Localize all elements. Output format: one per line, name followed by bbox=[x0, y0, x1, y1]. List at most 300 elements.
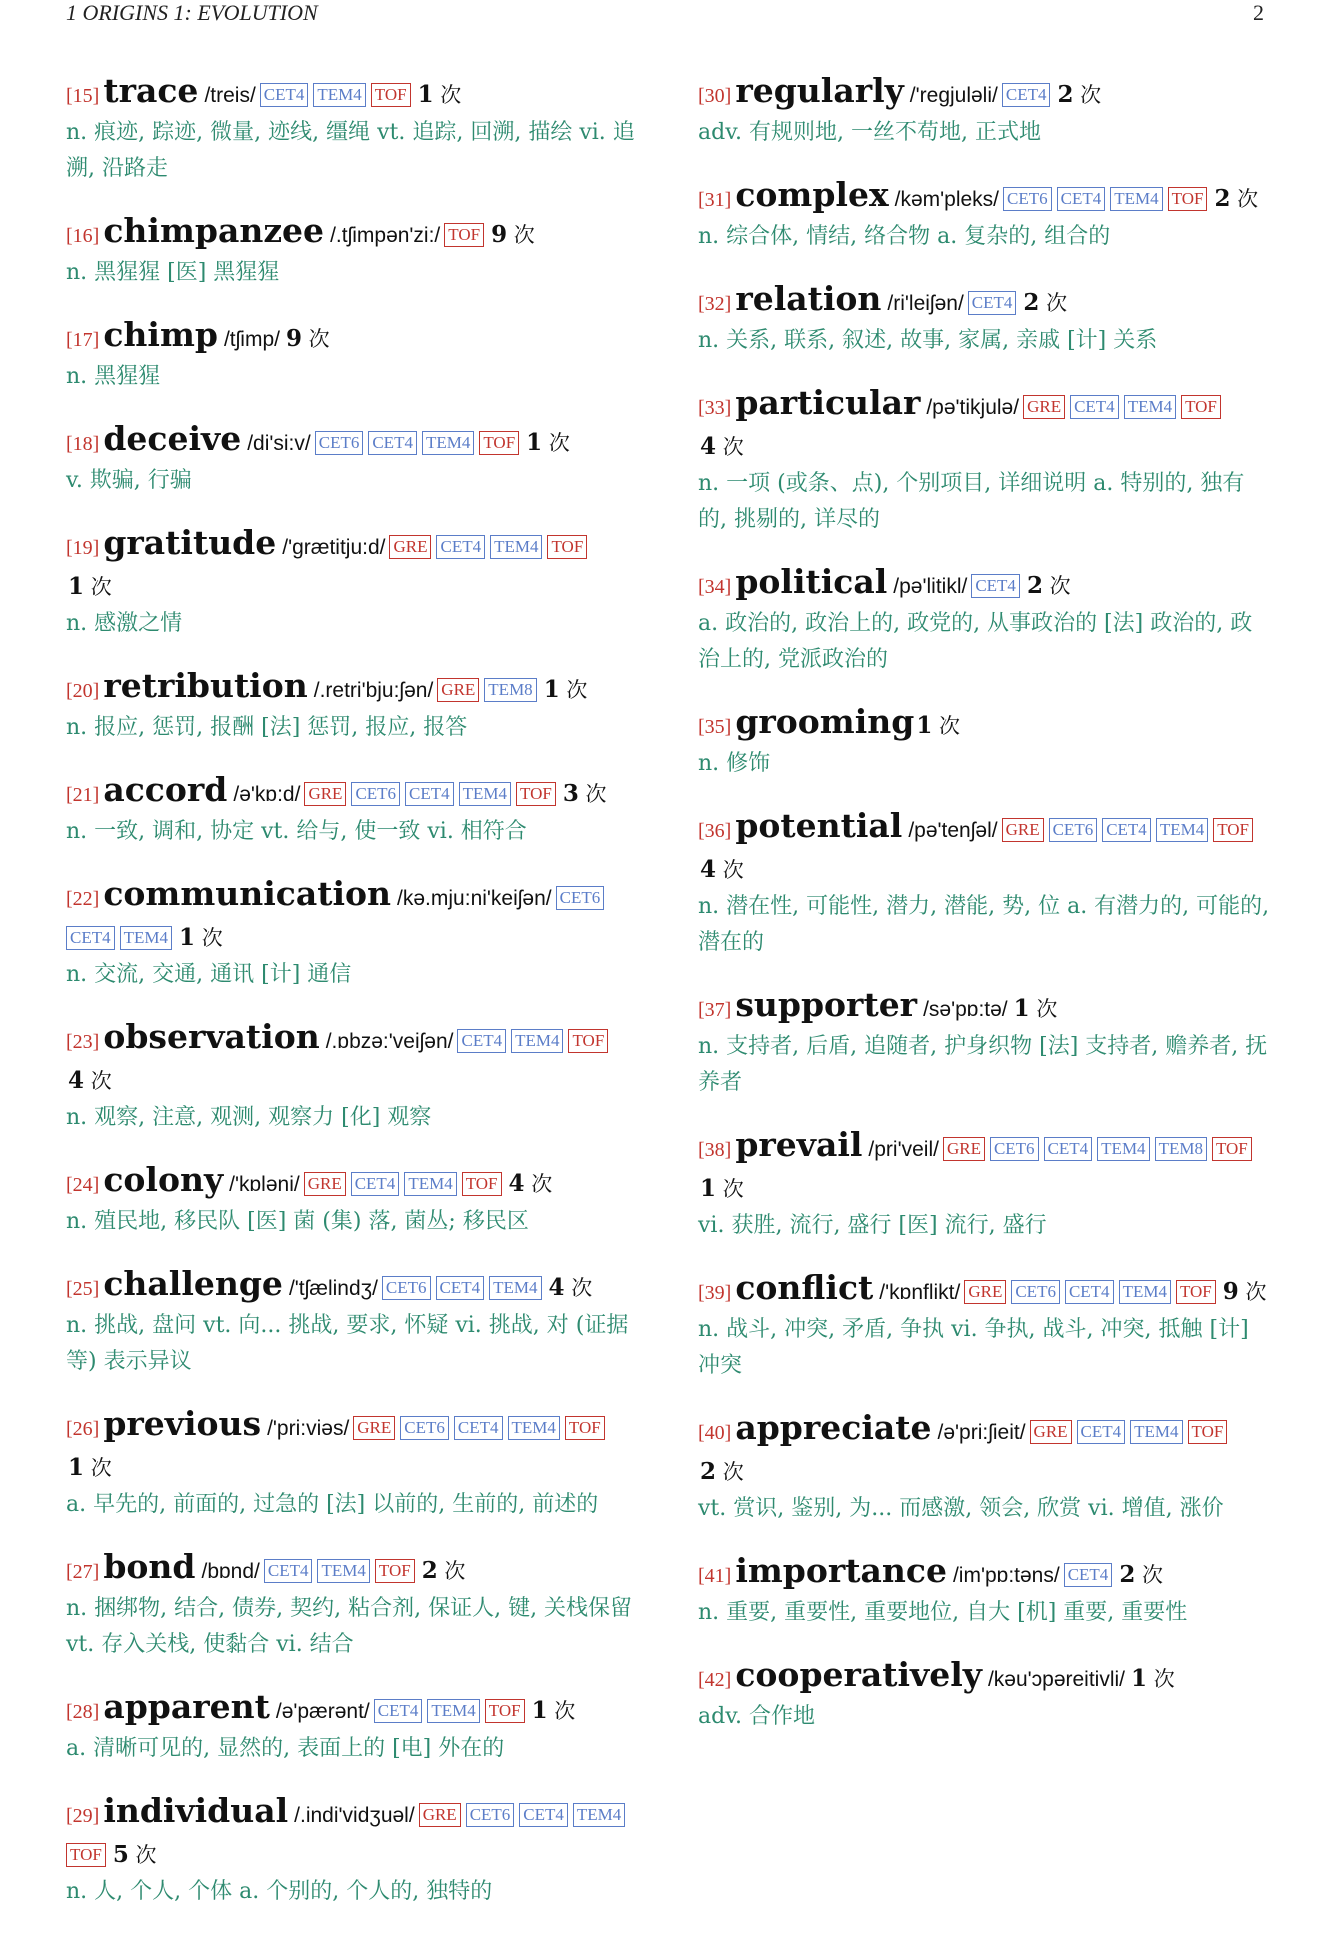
entry-number: [31] bbox=[698, 189, 732, 211]
exam-tag: TEM8 bbox=[1155, 1137, 1207, 1161]
vocab-entry bbox=[66, 1018, 636, 1136]
vocab-entry bbox=[698, 807, 1270, 961]
count-unit: 次 bbox=[507, 223, 535, 247]
exam-tag: CET4 bbox=[1044, 1137, 1093, 1161]
vocab-entry bbox=[66, 316, 636, 395]
exam-tag: TEM4 bbox=[1124, 395, 1176, 419]
occurrence-count: 2 bbox=[700, 1458, 717, 1485]
headword-line bbox=[66, 1018, 636, 1100]
vocab-entry bbox=[66, 420, 636, 499]
headword-line bbox=[66, 316, 636, 359]
headword-line bbox=[66, 420, 636, 463]
exam-tag: GRE bbox=[943, 1137, 985, 1161]
count-unit: 次 bbox=[1042, 574, 1071, 598]
exam-tag: TOF bbox=[66, 1843, 106, 1867]
vocab-entry bbox=[698, 986, 1270, 1101]
phonetic: /.retri'bju:ʃən/ bbox=[313, 679, 434, 702]
exam-tag: CET4 bbox=[454, 1416, 503, 1440]
entry-number: [37] bbox=[698, 999, 732, 1021]
definition: n. 一项 (或条、点), 个别项目, 详细说明 a. 特别的, 独有的, 挑剔的, 详尽的 bbox=[698, 471, 1245, 532]
headword: communication bbox=[103, 874, 392, 913]
entry-number: [26] bbox=[66, 1418, 100, 1440]
count-unit: 次 bbox=[437, 1559, 466, 1583]
occurrence-count: 1 bbox=[1131, 1665, 1148, 1692]
occurrence-count: 1 bbox=[68, 1454, 85, 1481]
vocab-entry bbox=[66, 1548, 636, 1663]
exam-tag: TOF bbox=[547, 535, 587, 559]
definition: n. 潜在性, 可能性, 潜力, 潜能, 势, 位 a. 有潜力的, 可能的, 潜在的 bbox=[698, 894, 1270, 955]
count-unit: 次 bbox=[1073, 83, 1102, 107]
phonetic: /kəm'pleks/ bbox=[894, 188, 1000, 211]
count-unit: 次 bbox=[564, 1276, 593, 1300]
headword-line bbox=[66, 524, 636, 606]
phonetic: /pri'veil/ bbox=[868, 1138, 939, 1161]
vocab-entry bbox=[698, 1269, 1270, 1384]
count-unit: 次 bbox=[716, 858, 744, 882]
headword: conflict bbox=[735, 1268, 874, 1307]
phonetic: /im'pɒ:təns/ bbox=[952, 1564, 1060, 1587]
definition: n. 一致, 调和, 协定 vt. 给与, 使一致 vi. 相符合 bbox=[66, 819, 527, 844]
exam-tag: CET4 bbox=[351, 1172, 400, 1196]
headword-line bbox=[66, 1405, 636, 1487]
occurrence-count: 3 bbox=[562, 780, 579, 807]
exam-tag: TEM4 bbox=[573, 1803, 625, 1827]
definition: v. 欺骗, 行骗 bbox=[66, 468, 192, 493]
occurrence-count: 2 bbox=[1057, 81, 1074, 108]
headword-line bbox=[66, 1548, 636, 1591]
vocab-entry bbox=[698, 1552, 1270, 1631]
exam-tag: TEM4 bbox=[1156, 818, 1208, 842]
entry-number: [42] bbox=[698, 1669, 732, 1691]
phonetic: /pə'litikl/ bbox=[893, 575, 968, 598]
exam-tag: CET6 bbox=[315, 431, 364, 455]
headword-line bbox=[698, 1126, 1270, 1208]
occurrence-count: 1 bbox=[179, 924, 196, 951]
definition: n. 捆绑物, 结合, 债券, 契约, 粘合剂, 保证人, 键, 关栈保留 vt. 存入关栈, 使黏合 vi. 结合 bbox=[66, 1596, 633, 1657]
entry-number: [18] bbox=[66, 433, 100, 455]
vocab-entry bbox=[698, 563, 1270, 678]
definition: n. 报应, 惩罚, 报酬 [法] 惩罚, 报应, 报答 bbox=[66, 715, 468, 740]
occurrence-count: 2 bbox=[1119, 1561, 1136, 1588]
count-unit: 次 bbox=[932, 714, 961, 738]
phonetic: /ə'pri:ʃieit/ bbox=[937, 1421, 1026, 1444]
vocab-entry bbox=[66, 1405, 636, 1523]
phonetic: /sə'pɒ:tə/ bbox=[923, 998, 1008, 1021]
exam-tag: TOF bbox=[568, 1029, 608, 1053]
vocab-entry bbox=[66, 1688, 636, 1767]
phonetic: /'pri:viəs/ bbox=[267, 1417, 350, 1440]
vocab-entry bbox=[66, 212, 636, 291]
phonetic: /pə'tenʃəl/ bbox=[908, 819, 998, 842]
definition: n. 战斗, 冲突, 矛盾, 争执 vi. 争执, 战斗, 冲突, 抵触 [计] 冲突 bbox=[698, 1317, 1249, 1378]
occurrence-count: 1 bbox=[916, 712, 933, 739]
vocab-entry bbox=[66, 667, 636, 746]
headword: political bbox=[735, 562, 888, 601]
exam-tag: CET6 bbox=[990, 1137, 1039, 1161]
count-unit: 次 bbox=[1230, 187, 1259, 211]
entry-number: [40] bbox=[698, 1422, 732, 1444]
exam-tag: GRE bbox=[304, 782, 346, 806]
definition: n. 修饰 bbox=[698, 751, 771, 776]
headword-line bbox=[698, 986, 1270, 1029]
headword-line bbox=[698, 1269, 1270, 1312]
headword: challenge bbox=[103, 1264, 283, 1303]
definition: n. 痕迹, 踪迹, 微量, 迹线, 缰绳 vt. 追踪, 回溯, 描绘 vi. 追溯, 沿路走 bbox=[66, 120, 635, 181]
exam-tag: TOF bbox=[1188, 1420, 1228, 1444]
vocab-entry bbox=[66, 1792, 636, 1910]
exam-tag: TOF bbox=[479, 431, 519, 455]
exam-tag: CET6 bbox=[466, 1803, 515, 1827]
occurrence-count: 2 bbox=[1026, 572, 1043, 599]
headword-line bbox=[66, 1688, 636, 1731]
occurrence-count: 1 bbox=[417, 81, 434, 108]
definition: n. 挑战, 盘问 vt. 向... 挑战, 要求, 怀疑 vi. 挑战, 对 (证据等) 表示异议 bbox=[66, 1313, 629, 1374]
exam-tag: CET4 bbox=[968, 291, 1017, 315]
headword: apparent bbox=[103, 1687, 270, 1726]
headword: prevail bbox=[735, 1125, 863, 1164]
vocab-entry bbox=[698, 1126, 1270, 1244]
exam-tag: CET4 bbox=[405, 782, 454, 806]
occurrence-count: 2 bbox=[1023, 289, 1040, 316]
headword: colony bbox=[103, 1160, 224, 1199]
exam-tag: CET4 bbox=[260, 83, 309, 107]
entry-number: [22] bbox=[66, 888, 100, 910]
entry-number: [38] bbox=[698, 1139, 732, 1161]
exam-tag: CET4 bbox=[1064, 1563, 1113, 1587]
definition: n. 观察, 注意, 观测, 观察力 [化] 观察 bbox=[66, 1105, 432, 1130]
phonetic: /ə'kɒ:d/ bbox=[233, 783, 301, 806]
exam-tag: CET4 bbox=[1065, 1280, 1114, 1304]
count-unit: 次 bbox=[542, 431, 570, 455]
phonetic: /tʃimp/ bbox=[223, 328, 280, 351]
occurrence-count: 1 bbox=[1013, 995, 1030, 1022]
occurrence-count: 9 bbox=[285, 325, 302, 352]
headword-line bbox=[698, 1552, 1270, 1595]
headword: retribution bbox=[103, 666, 308, 705]
definition: n. 关系, 联系, 叙述, 故事, 家属, 亲戚 [计] 关系 bbox=[698, 328, 1158, 353]
exam-tag: CET6 bbox=[556, 886, 605, 910]
right-column bbox=[698, 72, 1270, 1760]
exam-tag: TEM4 bbox=[120, 926, 172, 950]
definition: vi. 获胜, 流行, 盛行 [医] 流行, 盛行 bbox=[698, 1213, 1047, 1238]
headword: particular bbox=[735, 383, 921, 422]
occurrence-count: 4 bbox=[700, 856, 717, 883]
headword: accord bbox=[103, 770, 228, 809]
exam-tag: CET4 bbox=[436, 535, 485, 559]
exam-tag: TEM4 bbox=[459, 782, 511, 806]
vocab-entry bbox=[698, 280, 1270, 359]
exam-tag: TEM4 bbox=[1119, 1280, 1171, 1304]
headword: trace bbox=[103, 71, 199, 110]
definition: a. 早先的, 前面的, 过急的 [法] 以前的, 生前的, 前述的 bbox=[66, 1492, 599, 1517]
exam-tag: CET4 bbox=[1070, 395, 1119, 419]
exam-tag: TOF bbox=[516, 782, 556, 806]
entry-number: [33] bbox=[698, 397, 732, 419]
exam-tag: CET4 bbox=[457, 1029, 506, 1053]
exam-tag: TEM4 bbox=[313, 83, 365, 107]
occurrence-count: 1 bbox=[531, 1697, 548, 1724]
phonetic: /pə'tikjulə/ bbox=[926, 396, 1020, 419]
phonetic: /ə'pærənt/ bbox=[275, 1700, 370, 1723]
entry-number: [39] bbox=[698, 1282, 732, 1304]
count-unit: 次 bbox=[578, 782, 607, 806]
headword: importance bbox=[735, 1551, 947, 1590]
phonetic: /ri'leiʃən/ bbox=[887, 292, 964, 315]
exam-tag: GRE bbox=[1030, 1420, 1072, 1444]
exam-tag: CET6 bbox=[382, 1276, 431, 1300]
definition: n. 黑猩猩 [医] 黑猩猩 bbox=[66, 260, 280, 285]
occurrence-count: 9 bbox=[1222, 1278, 1239, 1305]
headword: gratitude bbox=[103, 523, 277, 562]
entry-number: [21] bbox=[66, 784, 100, 806]
exam-tag: GRE bbox=[389, 535, 431, 559]
occurrence-count: 2 bbox=[1214, 185, 1231, 212]
exam-tag: CET4 bbox=[519, 1803, 568, 1827]
count-unit: 次 bbox=[84, 575, 112, 599]
exam-tag: TOF bbox=[1212, 1137, 1252, 1161]
exam-tag: CET4 bbox=[1102, 818, 1151, 842]
exam-tag: TEM4 bbox=[1110, 187, 1162, 211]
definition: n. 重要, 重要性, 重要地位, 自大 [机] 重要, 重要性 bbox=[698, 1600, 1188, 1625]
entry-number: [32] bbox=[698, 293, 732, 315]
vocab-entry bbox=[698, 703, 1270, 782]
count-unit: 次 bbox=[1029, 997, 1058, 1021]
headword-line bbox=[66, 667, 636, 710]
headword: complex bbox=[735, 175, 889, 214]
vocab-entry bbox=[698, 1656, 1270, 1735]
occurrence-count: 5 bbox=[112, 1841, 129, 1868]
entry-number: [19] bbox=[66, 537, 100, 559]
exam-tag: CET4 bbox=[1057, 187, 1106, 211]
entry-number: [15] bbox=[66, 85, 100, 107]
exam-tag: GRE bbox=[304, 1172, 346, 1196]
definition: n. 综合体, 情结, 络合物 a. 复杂的, 组合的 bbox=[698, 224, 1111, 249]
phonetic: /bɒnd/ bbox=[201, 1560, 260, 1583]
exam-tag: CET6 bbox=[400, 1416, 449, 1440]
entry-number: [27] bbox=[66, 1561, 100, 1583]
entry-number: [35] bbox=[698, 716, 732, 738]
definition: vt. 赏识, 鉴别, 为... 而感激, 领会, 欣赏 vi. 增值, 涨价 bbox=[698, 1496, 1224, 1521]
entry-number: [24] bbox=[66, 1174, 100, 1196]
exam-tag: TEM4 bbox=[489, 1276, 541, 1300]
definition: a. 政治的, 政治上的, 政党的, 从事政治的 [法] 政治的, 政治上的, 党派政治的 bbox=[698, 611, 1253, 672]
headword: relation bbox=[735, 279, 882, 318]
definition: n. 人, 个人, 个体 a. 个别的, 个人的, 独特的 bbox=[66, 1879, 493, 1904]
headword: potential bbox=[735, 806, 903, 845]
phonetic: /.indi'vidʒuəl/ bbox=[294, 1804, 415, 1827]
exam-tag: CET6 bbox=[1003, 187, 1052, 211]
definition: n. 支持者, 后盾, 追随者, 护身织物 [法] 支持者, 赡养者, 抚养者 bbox=[698, 1034, 1268, 1095]
exam-tag: CET6 bbox=[1049, 818, 1098, 842]
exam-tag: TOF bbox=[444, 223, 484, 247]
vocab-entry bbox=[698, 72, 1270, 151]
headword: bond bbox=[103, 1547, 196, 1586]
exam-tag: TEM4 bbox=[511, 1029, 563, 1053]
headword-line bbox=[698, 1656, 1270, 1699]
exam-tag: CET4 bbox=[374, 1699, 423, 1723]
phonetic: /'grætitju:d/ bbox=[282, 536, 386, 559]
phonetic: /.ɒbzə:'veiʃən/ bbox=[325, 1030, 454, 1053]
headword-line bbox=[66, 212, 636, 255]
exam-tag: TOF bbox=[485, 1699, 525, 1723]
count-unit: 次 bbox=[301, 327, 330, 351]
exam-tag: CET4 bbox=[368, 431, 417, 455]
exam-tag: TEM4 bbox=[1097, 1137, 1149, 1161]
headword: chimpanzee bbox=[103, 211, 325, 250]
definition: a. 清晰可见的, 显然的, 表面上的 [电] 外在的 bbox=[66, 1736, 505, 1761]
exam-tag: TOF bbox=[375, 1559, 415, 1583]
vocab-entry bbox=[698, 384, 1270, 538]
count-unit: 次 bbox=[559, 678, 588, 702]
headword: previous bbox=[103, 1404, 262, 1443]
count-unit: 次 bbox=[716, 435, 744, 459]
exam-tag: TEM4 bbox=[1130, 1420, 1182, 1444]
chapter-title: 1 ORIGINS 1: EVOLUTION bbox=[66, 0, 318, 25]
exam-tag: CET4 bbox=[1002, 83, 1051, 107]
count-unit: 次 bbox=[1135, 1563, 1164, 1587]
occurrence-count: 1 bbox=[68, 573, 85, 600]
occurrence-count: 9 bbox=[491, 221, 508, 248]
occurrence-count: 2 bbox=[421, 1557, 438, 1584]
headword: individual bbox=[103, 1791, 289, 1830]
headword-line bbox=[698, 563, 1270, 606]
headword: observation bbox=[103, 1017, 320, 1056]
phonetic: /'regjuləli/ bbox=[909, 84, 998, 107]
entry-number: [17] bbox=[66, 329, 100, 351]
headword: appreciate bbox=[735, 1408, 932, 1447]
headword: regularly bbox=[735, 71, 904, 110]
exam-tag: GRE bbox=[964, 1280, 1006, 1304]
exam-tag: GRE bbox=[419, 1803, 461, 1827]
count-unit: 次 bbox=[716, 1460, 744, 1484]
exam-tag: CET4 bbox=[436, 1276, 485, 1300]
definition: adv. 合作地 bbox=[698, 1704, 816, 1729]
exam-tag: CET4 bbox=[1077, 1420, 1126, 1444]
exam-tag: TOF bbox=[462, 1172, 502, 1196]
exam-tag: GRE bbox=[353, 1416, 395, 1440]
headword-line bbox=[698, 384, 1270, 466]
headword-line bbox=[66, 875, 636, 957]
exam-tag: TEM4 bbox=[404, 1172, 456, 1196]
headword: chimp bbox=[103, 315, 218, 354]
headword-line bbox=[66, 72, 636, 115]
headword-line bbox=[698, 1409, 1270, 1491]
exam-tag: CET6 bbox=[351, 782, 400, 806]
headword-line bbox=[698, 807, 1270, 889]
headword: grooming bbox=[735, 702, 915, 741]
headword: deceive bbox=[103, 419, 242, 458]
headword-line bbox=[66, 1265, 636, 1308]
exam-tag: TEM4 bbox=[317, 1559, 369, 1583]
count-unit: 次 bbox=[1039, 291, 1068, 315]
definition: n. 感激之情 bbox=[66, 611, 183, 636]
exam-tag: TEM8 bbox=[484, 678, 536, 702]
headword: cooperatively bbox=[735, 1655, 982, 1694]
entry-number: [36] bbox=[698, 820, 732, 842]
entry-number: [16] bbox=[66, 225, 100, 247]
entry-number: [20] bbox=[66, 680, 100, 702]
phonetic: /'kɒləni/ bbox=[229, 1173, 300, 1196]
occurrence-count: 4 bbox=[700, 433, 717, 460]
entry-number: [41] bbox=[698, 1565, 732, 1587]
headword: supporter bbox=[735, 985, 918, 1024]
phonetic: /kəu'ɔpəreitivli/ bbox=[987, 1668, 1126, 1691]
entry-number: [28] bbox=[66, 1701, 100, 1723]
count-unit: 次 bbox=[1238, 1280, 1267, 1304]
count-unit: 次 bbox=[84, 1456, 112, 1480]
occurrence-count: 4 bbox=[68, 1067, 85, 1094]
vocab-entry bbox=[698, 1409, 1270, 1527]
headword-line bbox=[66, 1161, 636, 1204]
phonetic: /'kɒnflikt/ bbox=[879, 1281, 961, 1304]
count-unit: 次 bbox=[195, 926, 223, 950]
vocab-entry bbox=[66, 1265, 636, 1380]
vocab-entry bbox=[66, 524, 636, 642]
phonetic: /di'si:v/ bbox=[247, 432, 311, 455]
exam-tag: GRE bbox=[437, 678, 479, 702]
headword-line bbox=[66, 771, 636, 814]
definition: n. 交流, 交通, 通讯 [计] 通信 bbox=[66, 962, 352, 987]
vocab-entry bbox=[698, 176, 1270, 255]
exam-tag: TEM4 bbox=[490, 535, 542, 559]
entry-number: [23] bbox=[66, 1031, 100, 1053]
headword-line bbox=[66, 1792, 636, 1874]
exam-tag: GRE bbox=[1023, 395, 1065, 419]
phonetic: /'tʃælindʒ/ bbox=[288, 1277, 378, 1300]
phonetic: /kə.mju:ni'keiʃən/ bbox=[397, 887, 552, 910]
entry-number: [25] bbox=[66, 1278, 100, 1300]
exam-tag: TEM4 bbox=[427, 1699, 479, 1723]
definition: adv. 有规则地, 一丝不苟地, 正式地 bbox=[698, 120, 1041, 145]
headword-line bbox=[698, 280, 1270, 323]
page-header bbox=[66, 0, 1264, 28]
entry-number: [30] bbox=[698, 85, 732, 107]
exam-tag: TOF bbox=[1181, 395, 1221, 419]
occurrence-count: 1 bbox=[543, 676, 560, 703]
phonetic: /treis/ bbox=[204, 84, 256, 107]
count-unit: 次 bbox=[716, 1177, 744, 1201]
exam-tag: TOF bbox=[371, 83, 411, 107]
count-unit: 次 bbox=[1147, 1667, 1175, 1691]
exam-tag: TOF bbox=[565, 1416, 605, 1440]
exam-tag: TEM4 bbox=[422, 431, 474, 455]
occurrence-count: 4 bbox=[508, 1170, 525, 1197]
occurrence-count: 4 bbox=[548, 1274, 565, 1301]
entry-number: [34] bbox=[698, 576, 732, 598]
headword-line bbox=[698, 176, 1270, 219]
exam-tag: CET4 bbox=[971, 574, 1020, 598]
definition: n. 殖民地, 移民队 [医] 菌 (集) 落, 菌丛; 移民区 bbox=[66, 1209, 529, 1234]
vocab-entry bbox=[66, 72, 636, 187]
vocab-entry bbox=[66, 875, 636, 993]
count-unit: 次 bbox=[84, 1069, 112, 1093]
vocab-entry bbox=[66, 1161, 636, 1240]
vocab-entry bbox=[66, 771, 636, 850]
exam-tag: CET6 bbox=[1011, 1280, 1060, 1304]
exam-tag: TOF bbox=[1213, 818, 1253, 842]
phonetic: /.tʃimpən'zi:/ bbox=[330, 224, 441, 247]
count-unit: 次 bbox=[128, 1843, 157, 1867]
exam-tag: GRE bbox=[1002, 818, 1044, 842]
exam-tag: TOF bbox=[1168, 187, 1208, 211]
definition: n. 黑猩猩 bbox=[66, 364, 161, 389]
count-unit: 次 bbox=[433, 83, 462, 107]
occurrence-count: 1 bbox=[700, 1175, 717, 1202]
exam-tag: CET4 bbox=[264, 1559, 313, 1583]
count-unit: 次 bbox=[547, 1699, 576, 1723]
entry-number: [29] bbox=[66, 1805, 100, 1827]
headword-line bbox=[698, 703, 1270, 746]
